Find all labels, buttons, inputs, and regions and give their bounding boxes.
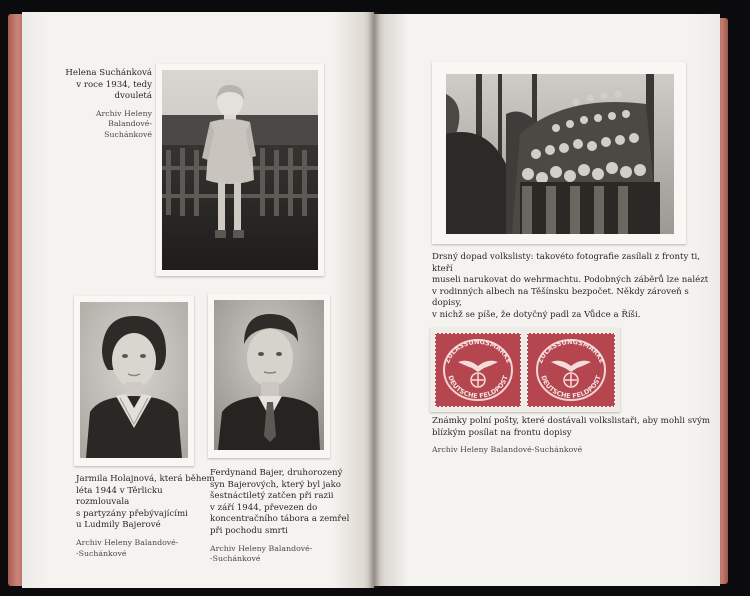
- photo1-credit: Archiv Heleny Balandové-Suchánkové: [95, 108, 152, 139]
- stamp-top-text: ZULASSUNGSMARKE: [536, 337, 606, 365]
- feldpost-stamp-left: [434, 332, 522, 408]
- stamps-caption: Známky polní pošty, které dostávali volkslistaři, aby mohli svým blízkým posílat na frontu dopisy Archiv Heleny Balandové-Suchánkové: [432, 416, 711, 455]
- stamp-top-text: ZULASSUNGSMARKE: [443, 337, 513, 365]
- photo1-caption-line: Helena Suchánková: [65, 68, 152, 78]
- photo2-credit: Archiv Heleny Balandové- -Suchánkové: [76, 537, 179, 558]
- stamp-bottom-text: DEUTSCHE FELDPOST: [539, 374, 603, 401]
- photo-wehrmacht-soldiers: [446, 74, 674, 234]
- photo3-caption: Ferdynand Bajer, druhorozený syn Bajerových, který byl jako šestnáctiletý zatčen při razii v září 1944, převezen do koncentračního tábora a zemřel při pochodu smrti Archiv Heleny Balandové- -Suchánkové: [210, 468, 360, 565]
- book-gutter: [368, 12, 380, 588]
- stamp-bottom-text: DEUTSCHE FELDPOST: [446, 374, 510, 401]
- photo1-caption-line: dvouletá: [114, 91, 152, 102]
- photo4-caption: Drsný dopad volkslisty: takovéto fotografie zasílali z fronty ti, kteří museli narukovat do wehrmachtu. Podobných záběrů lze nalézt v rodinných albech na Těšínsku bezpočet. Někdy zároveň s dopisy, v nichž se píše, že dotyčný padl za Vůdce a Říši.: [432, 252, 712, 338]
- photo1-caption-line: v roce 1934, tedy: [76, 79, 152, 90]
- photo2-caption: Jarmila Holajnová, která během léta 1944 v Těrlicku rozmlouvala s partyzány přebývajícími u Ludmily Bajerové Archiv Heleny Balandové- -Suchánkové: [76, 474, 215, 558]
- stamps-credit: Archiv Heleny Balandové-Suchánkové: [432, 445, 583, 455]
- photo-child-1934: [162, 70, 318, 270]
- photo-jarmila-holajnova: [80, 302, 188, 458]
- photo-ferdynand-bajer: [214, 300, 324, 450]
- feldpost-stamp-right: [526, 332, 616, 408]
- photo3-credit: Archiv Heleny Balandové- -Suchánkové: [210, 543, 313, 564]
- photo1-caption: [64, 68, 152, 141]
